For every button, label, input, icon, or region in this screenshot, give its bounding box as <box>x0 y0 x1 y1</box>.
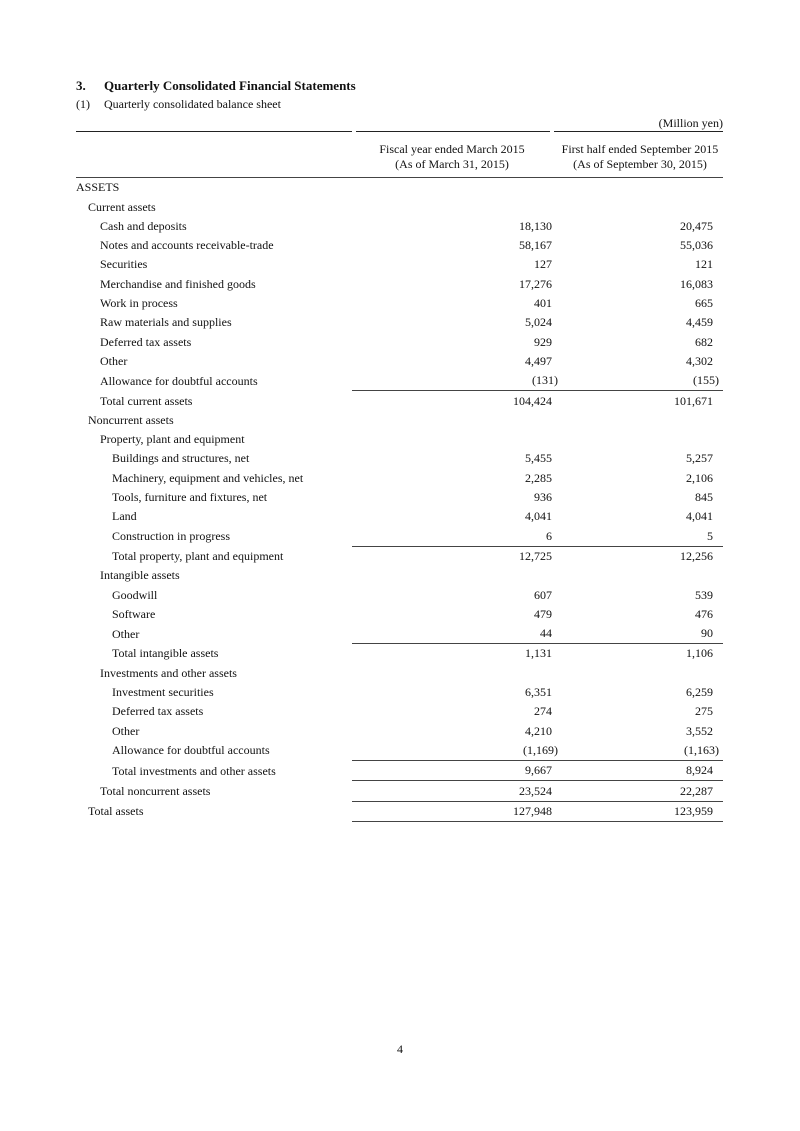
value-current-period <box>562 566 723 585</box>
value-prior-year <box>352 468 562 487</box>
table-row <box>76 313 723 332</box>
value-prior-year <box>352 605 562 624</box>
table-row <box>76 352 723 371</box>
section-title: Quarterly Consolidated Financial Statements <box>104 78 356 93</box>
value-prior-year <box>352 488 562 507</box>
table-row <box>76 294 723 313</box>
value-prior-year <box>352 585 562 604</box>
value-text: 6,351 <box>525 685 552 700</box>
value-current-period <box>562 760 723 780</box>
value-text: 127,948 <box>513 803 552 818</box>
value-text: 18,130 <box>519 218 552 233</box>
subsection-title: Quarterly consolidated balance sheet <box>104 97 281 111</box>
value-text: 665 <box>695 296 713 311</box>
value-text: 9,667 <box>525 763 552 778</box>
value-text: 55,036 <box>680 238 713 253</box>
value-current-period <box>562 255 723 274</box>
value-current-period <box>562 585 723 604</box>
row-label: Allowance for doubtful accounts <box>100 373 258 388</box>
table-row <box>76 644 723 664</box>
value-current-period <box>562 546 723 566</box>
table-row <box>76 178 723 197</box>
row-label: Intangible assets <box>100 568 180 583</box>
value-prior-year <box>352 197 562 216</box>
value-text: 17,276 <box>519 276 552 291</box>
row-label: Allowance for doubtful accounts <box>112 743 270 758</box>
table-row <box>76 197 723 216</box>
row-label: Raw materials and supplies <box>100 315 232 330</box>
value-text: 90 <box>701 626 713 641</box>
table-row <box>76 721 723 740</box>
value-prior-year <box>352 371 562 391</box>
value-current-period <box>562 411 723 430</box>
value-current-period <box>562 352 723 371</box>
row-label: Deferred tax assets <box>112 704 204 719</box>
balance-sheet-table <box>76 178 723 822</box>
value-prior-year <box>352 391 562 411</box>
value-prior-year <box>352 781 562 801</box>
row-label: Other <box>100 353 128 368</box>
table-row <box>76 566 723 585</box>
value-current-period <box>562 683 723 702</box>
value-current-period <box>562 332 723 351</box>
table-row <box>76 488 723 507</box>
value-prior-year <box>352 663 562 682</box>
value-current-period <box>562 468 723 487</box>
table-row <box>76 217 723 236</box>
value-text: (155) <box>693 373 719 388</box>
value-text: 682 <box>695 334 713 349</box>
value-text: 936 <box>534 490 552 505</box>
value-text: 476 <box>695 606 713 621</box>
value-prior-year <box>352 313 562 332</box>
value-prior-year <box>352 741 562 761</box>
row-label: ASSETS <box>76 180 120 195</box>
value-text: 4,459 <box>686 315 713 330</box>
table-row <box>76 801 723 821</box>
value-current-period <box>562 741 723 761</box>
value-current-period <box>562 217 723 236</box>
row-label: Other <box>112 626 140 641</box>
row-label: Current assets <box>88 199 156 214</box>
value-prior-year <box>352 332 562 351</box>
subsection-number: (1) <box>76 97 90 111</box>
value-text: 12,256 <box>680 548 713 563</box>
row-label: Total property, plant and equipment <box>112 548 284 563</box>
row-label: Securities <box>100 257 148 272</box>
row-label: Notes and accounts receivable-trade <box>100 238 274 253</box>
value-prior-year <box>352 760 562 780</box>
value-prior-year <box>352 566 562 585</box>
value-current-period <box>562 624 723 644</box>
row-label: Merchandise and finished goods <box>100 276 256 291</box>
table-row <box>76 605 723 624</box>
value-text: 4,210 <box>525 723 552 738</box>
value-current-period <box>562 449 723 468</box>
row-label: Software <box>112 606 156 621</box>
value-text: 6 <box>546 528 552 543</box>
value-text: 104,424 <box>513 393 552 408</box>
value-prior-year <box>352 274 562 293</box>
row-label: Total noncurrent assets <box>100 784 211 798</box>
value-text: 44 <box>540 626 552 641</box>
row-label: Deferred tax assets <box>100 334 192 349</box>
row-label: Investment securities <box>112 685 214 700</box>
row-label: Investments and other assets <box>100 665 237 680</box>
value-text: 2,106 <box>686 470 713 485</box>
value-text: 22,287 <box>680 783 713 798</box>
value-prior-year <box>352 683 562 702</box>
value-current-period <box>562 391 723 411</box>
table-row <box>76 332 723 351</box>
section-number: 3. <box>76 78 86 93</box>
value-current-period <box>562 781 723 801</box>
value-text: 8,924 <box>686 763 713 778</box>
value-current-period <box>562 526 723 546</box>
row-label: Total current assets <box>100 393 193 408</box>
rule-gap <box>352 130 356 134</box>
row-label: Cash and deposits <box>100 218 187 233</box>
value-prior-year <box>352 255 562 274</box>
value-prior-year <box>352 526 562 546</box>
value-prior-year <box>352 644 562 664</box>
table-row <box>76 255 723 274</box>
column-header-line1: First half ended September 2015 <box>561 142 719 156</box>
value-text: 1,131 <box>525 646 552 661</box>
section-heading <box>76 78 356 94</box>
table-row <box>76 449 723 468</box>
value-prior-year <box>352 507 562 526</box>
value-text: 3,552 <box>686 723 713 738</box>
value-text: 4,041 <box>525 509 552 524</box>
page-number: 4 <box>397 1042 403 1056</box>
table-row <box>76 468 723 487</box>
value-text: 101,671 <box>674 393 713 408</box>
table-row <box>76 507 723 526</box>
subsection-heading <box>76 97 281 112</box>
rule-gap <box>550 130 554 134</box>
value-text: 274 <box>534 704 552 719</box>
table-row <box>76 236 723 255</box>
value-prior-year <box>352 801 562 821</box>
value-text: 58,167 <box>519 238 552 253</box>
value-prior-year <box>352 352 562 371</box>
value-text: 479 <box>534 606 552 621</box>
value-prior-year <box>352 178 562 197</box>
column-header-prior-year <box>352 142 552 172</box>
value-text: 929 <box>534 334 552 349</box>
table-row <box>76 526 723 546</box>
value-current-period <box>562 663 723 682</box>
value-current-period <box>562 507 723 526</box>
value-prior-year <box>352 430 562 449</box>
value-text: 121 <box>695 257 713 272</box>
table-row <box>76 585 723 604</box>
row-label: Machinery, equipment and vehicles, net <box>112 470 304 485</box>
column-header-line2: (As of September 30, 2015) <box>573 157 707 171</box>
value-current-period <box>562 294 723 313</box>
value-text: 127 <box>534 257 552 272</box>
value-text: 275 <box>695 704 713 719</box>
table-row <box>76 702 723 721</box>
value-current-period <box>562 702 723 721</box>
top-rule <box>76 131 723 132</box>
value-current-period <box>562 178 723 197</box>
table-row <box>76 391 723 411</box>
value-text: 4,041 <box>686 509 713 524</box>
table-row <box>76 781 723 801</box>
row-label: Tools, furniture and fixtures, net <box>112 490 268 505</box>
value-text: 845 <box>695 490 713 505</box>
table-row <box>76 546 723 566</box>
unit-label: (Million yen) <box>658 116 723 130</box>
value-text: 5,024 <box>525 315 552 330</box>
value-text: 5 <box>707 528 713 543</box>
value-prior-year <box>352 721 562 740</box>
value-current-period <box>562 371 723 391</box>
row-label: Total investments and other assets <box>112 763 276 778</box>
value-text: 539 <box>695 587 713 602</box>
value-current-period <box>562 313 723 332</box>
table-row <box>76 741 723 761</box>
value-prior-year <box>352 217 562 236</box>
value-prior-year <box>352 236 562 255</box>
value-text: 4,497 <box>525 353 552 368</box>
column-header-current-period <box>554 142 726 172</box>
value-current-period <box>562 488 723 507</box>
value-text: 123,959 <box>674 803 713 818</box>
row-label: Property, plant and equipment <box>100 432 245 447</box>
row-label: Other <box>112 723 140 738</box>
table-row <box>76 683 723 702</box>
column-header-line2: (As of March 31, 2015) <box>395 157 509 171</box>
table-row <box>76 663 723 682</box>
value-text: (1,169) <box>523 742 558 757</box>
value-text: 20,475 <box>680 218 713 233</box>
value-text: 5,455 <box>525 451 552 466</box>
table-row <box>76 371 723 391</box>
value-current-period <box>562 197 723 216</box>
table-row <box>76 274 723 293</box>
row-label: Total assets <box>88 804 144 819</box>
value-text: 607 <box>534 587 552 602</box>
value-prior-year <box>352 449 562 468</box>
value-text: 4,302 <box>686 353 713 368</box>
row-label: Goodwill <box>112 587 158 602</box>
value-current-period <box>562 801 723 821</box>
table-row <box>76 760 723 780</box>
value-current-period <box>562 430 723 449</box>
row-label: Total intangible assets <box>112 646 219 661</box>
value-text: 23,524 <box>519 783 552 798</box>
value-prior-year <box>352 702 562 721</box>
row-label: Noncurrent assets <box>88 412 174 427</box>
value-text: 16,083 <box>680 276 713 291</box>
value-text: 6,259 <box>686 685 713 700</box>
value-text: 12,725 <box>519 548 552 563</box>
value-current-period <box>562 274 723 293</box>
value-current-period <box>562 236 723 255</box>
row-label: Construction in progress <box>112 529 230 544</box>
row-label: Land <box>112 509 137 524</box>
row-label: Buildings and structures, net <box>112 451 250 466</box>
value-prior-year <box>352 546 562 566</box>
column-header-line1: Fiscal year ended March 2015 <box>379 142 525 156</box>
value-current-period <box>562 721 723 740</box>
value-prior-year <box>352 294 562 313</box>
value-text: (131) <box>532 373 558 388</box>
value-text: 401 <box>534 296 552 311</box>
value-text: (1,163) <box>684 742 719 757</box>
value-prior-year <box>352 624 562 644</box>
value-text: 1,106 <box>686 646 713 661</box>
value-text: 2,285 <box>525 470 552 485</box>
table-row <box>76 624 723 644</box>
table-row <box>76 411 723 430</box>
value-text: 5,257 <box>686 451 713 466</box>
row-label: Work in process <box>100 296 178 311</box>
table-row <box>76 430 723 449</box>
value-current-period <box>562 605 723 624</box>
value-current-period <box>562 644 723 664</box>
value-prior-year <box>352 411 562 430</box>
